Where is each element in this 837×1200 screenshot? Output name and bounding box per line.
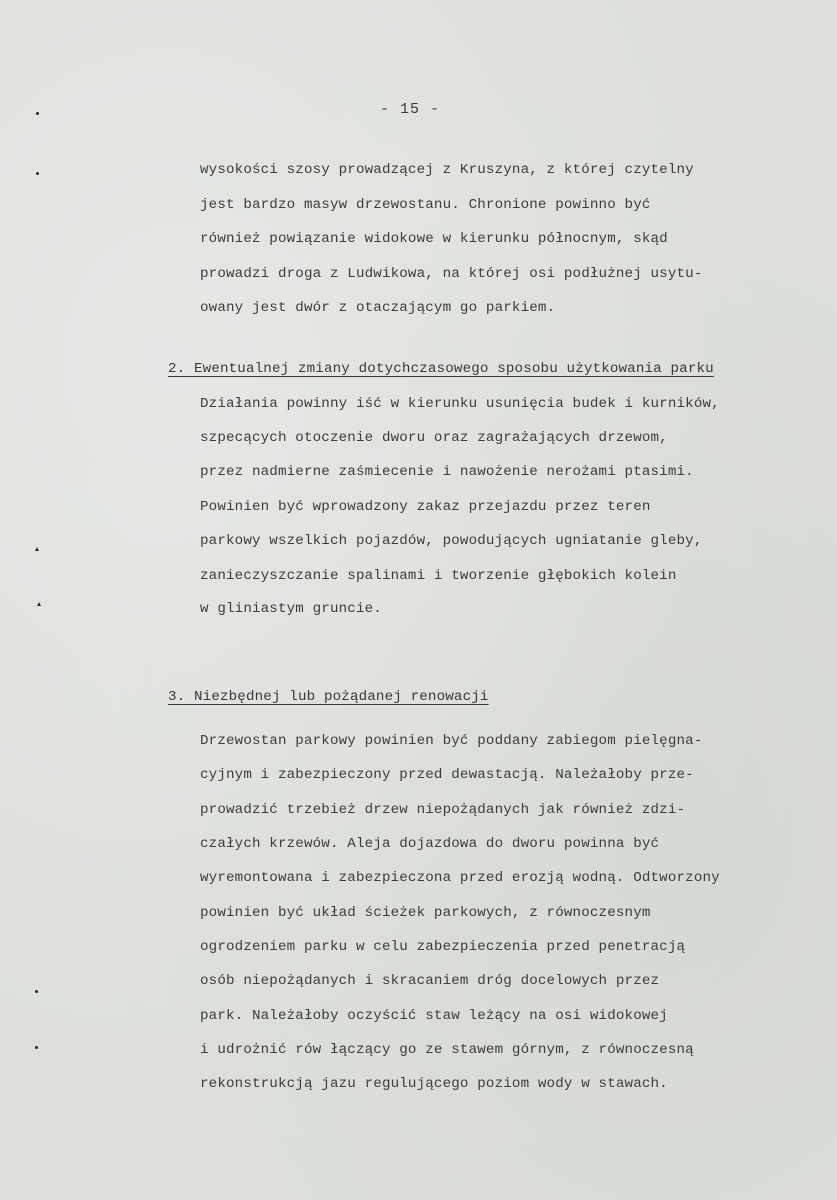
section-heading: 3. Niezbędnej lub pożądanej renowacji: [168, 689, 489, 705]
paragraph-line: rekonstrukcją jazu regulującego poziom wody w stawach.: [200, 1076, 668, 1092]
paragraph-line: ogrodzeniem parku w celu zabezpieczenia przed penetracją: [200, 939, 686, 955]
margin-dot: [36, 112, 39, 115]
paragraph-line: jest bardzo masyw drzewostanu. Chronione powinno być: [200, 197, 651, 213]
paragraph-line: parkowy wszelkich pojazdów, powodujących ugniatanie gleby,: [200, 533, 703, 549]
paragraph-line: szpecących otoczenie dworu oraz zagrażających drzewom,: [200, 430, 668, 446]
paragraph-line: prowadzi droga z Ludwikowa, na której osi podłużnej usytu-: [200, 266, 703, 282]
paragraph-line: owany jest dwór z otaczającym go parkiem.: [200, 300, 556, 316]
paragraph-line: Drzewostan parkowy powinien być poddany zabiegom pielęgna-: [200, 733, 703, 749]
margin-dot: [36, 172, 39, 175]
paragraph-line: Działania powinny iść w kierunku usunięcia budek i kurników,: [200, 396, 720, 412]
paragraph-line: powinien być układ ścieżek parkowych, z równoczesnym: [200, 905, 651, 921]
section-heading: 2. Ewentualnej zmiany dotychczasowego sposobu użytkowania parku: [168, 361, 714, 377]
paragraph-line: prowadzić trzebież drzew niepożądanych jak również zdzi-: [200, 802, 686, 818]
margin-dot: [35, 990, 38, 993]
paragraph-line: w gliniastym gruncie.: [200, 601, 382, 617]
paragraph-line: wysokości szosy prowadzącej z Kruszyna, z której czytelny: [200, 162, 694, 178]
paragraph-line: przez nadmierne zaśmiecenie i nawożenie nerożami ptasimi.: [200, 464, 694, 480]
paragraph-line: wyremontowana i zabezpieczona przed erozją wodną. Odtworzony: [200, 870, 720, 886]
paragraph-line: cyjnym i zabezpieczony przed dewastacją. Należałoby prze-: [200, 767, 694, 783]
paragraph-line: Powinien być wprowadzony zakaz przejazdu przez teren: [200, 499, 651, 515]
margin-mark: [35, 547, 39, 551]
paragraph-line: również powiązanie widokowe w kierunku północnym, skąd: [200, 231, 668, 247]
paragraph-line: zanieczyszczanie spalinami i tworzenie głębokich kolein: [200, 568, 677, 584]
paragraph-line: osób niepożądanych i skracaniem dróg docelowych przez: [200, 973, 660, 989]
paragraph-line: park. Należałoby oczyścić staw leżący na osi widokowej: [200, 1008, 668, 1024]
page-number: - 15 -: [380, 101, 441, 118]
margin-mark: [37, 602, 41, 606]
paragraph-line: czałych krzewów. Aleja dojazdowa do dworu powinna być: [200, 836, 660, 852]
paragraph-line: i udrożnić rów łączący go ze stawem górnym, z równoczesną: [200, 1042, 694, 1058]
margin-dot: [35, 1046, 38, 1049]
